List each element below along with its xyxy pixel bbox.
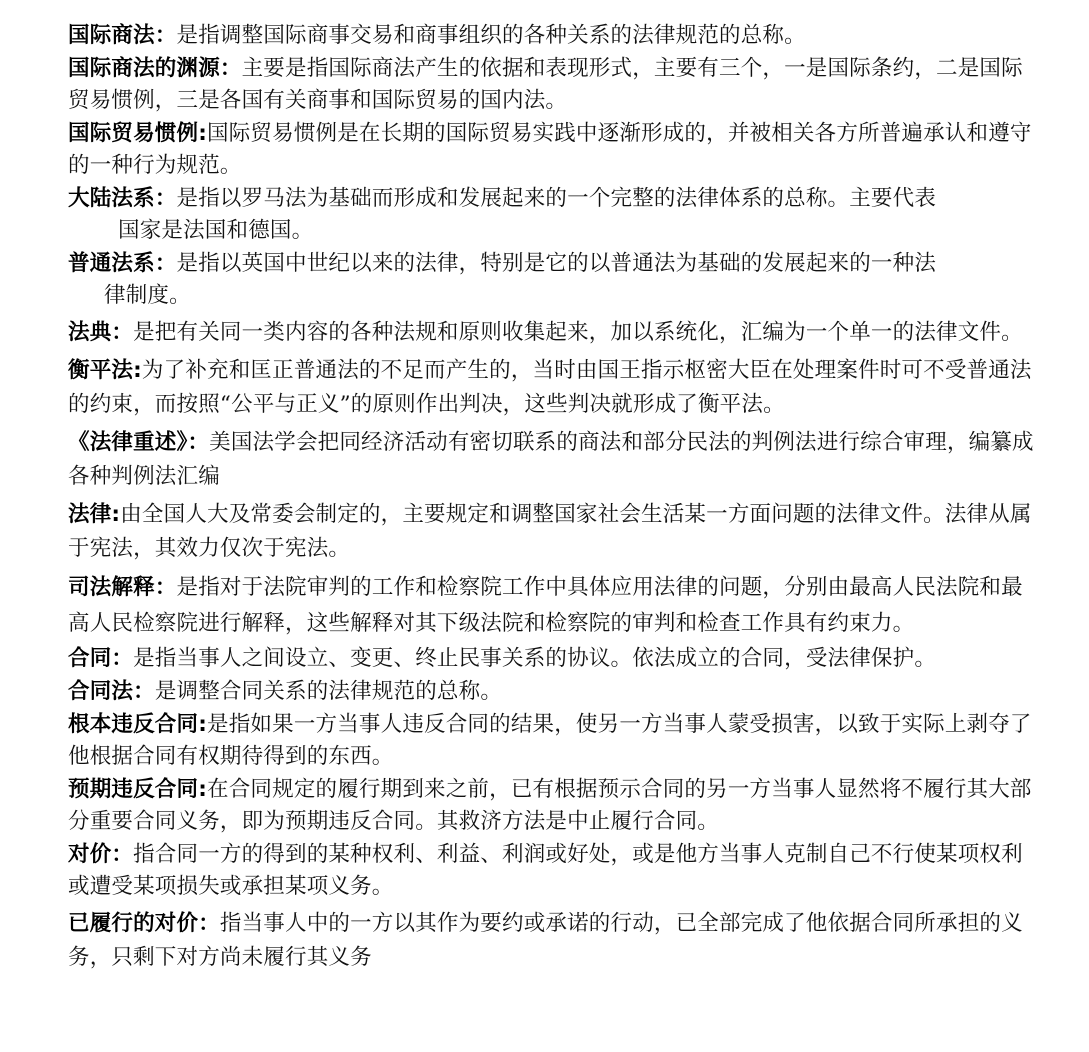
definition-entry [68, 20, 1043, 52]
definition-text: 在合同规定的履行期到来之前，已有根据预示合同的另一方当事人显然将不履行其大部分重要合同义务，即为预期违反合同。其救济方法是中止履行合同。 [68, 777, 1032, 834]
definition-text: 是把有关同一类内容的各种法规和原则收集起来，加以系统化，汇编为一个单一的法律文件。 [133, 320, 1023, 345]
definition-term: 普通法系 [68, 251, 155, 276]
definition-term: 对价 [68, 842, 112, 867]
definition-entry [68, 839, 1043, 903]
definition-entry [68, 118, 1043, 182]
definition-term: 已履行的对价 [68, 911, 199, 936]
definition-term: 国际商法 [68, 23, 155, 48]
term-separator: ： [154, 575, 177, 600]
definition-text: 是调整合同关系的法律规范的总称。 [154, 679, 503, 704]
definition-text: 是指当事人之间设立、变更、终止民事关系的协议。依法成立的合同，受法律保护。 [133, 646, 937, 671]
term-separator: : [198, 121, 208, 146]
definition-text: 是指如果一方当事人违反合同的结果，使另一方当事人蒙受损害，以致于实际上剥夺了他根据合同有权期待得到的东西。 [68, 712, 1032, 769]
term-separator: : [111, 502, 121, 527]
definition-entry [68, 354, 1043, 422]
definition-term: 预期违反合同 [68, 777, 199, 802]
definition-entry [68, 676, 1043, 708]
definition-term: 法典 [68, 320, 112, 345]
definition-entry [68, 316, 1043, 350]
term-separator: : [133, 358, 142, 383]
term-separator: ： [187, 430, 210, 455]
definition-entry [68, 426, 1043, 494]
term-separator: : [198, 777, 208, 802]
definition-term: 法律 [68, 502, 112, 527]
definition-term: 合同 [68, 646, 112, 671]
term-separator: ： [111, 320, 134, 345]
definition-entry [68, 907, 1043, 975]
definition-entry [68, 498, 1043, 566]
term-separator: : [198, 712, 208, 737]
definition-term: 国际贸易惯例 [68, 121, 199, 146]
definition-text: 指当事人中的一方以其作为要约或承诺的行动，已全部完成了他依据合同所承担的义务，只剩下对方尚未履行其义务 [68, 911, 1023, 970]
definition-entry [68, 643, 1043, 675]
term-separator: ： [111, 842, 134, 867]
definition-entry [68, 53, 1043, 117]
definition-text: 由全国人大及常委会制定的，主要规定和调整国家社会生活某一方面问题的法律文件。法律从属于宪法，其效力仅次于宪法。 [68, 502, 1032, 561]
definition-entry [68, 248, 1043, 312]
definition-text: 是指对于法院审判的工作和检察院工作中具体应用法律的问题，分别由最高人民法院和最高人民检察院进行解释，这些解释对其下级法院和检察院的审判和检查工作具有约束力。 [68, 575, 1023, 636]
definition-entry [68, 774, 1043, 838]
definition-term: 司法解释 [68, 575, 155, 600]
document-page [68, 20, 1043, 976]
term-separator: ： [154, 186, 177, 211]
term-separator: ： [154, 23, 177, 48]
term-separator: ： [154, 251, 177, 276]
definition-term: 大陆法系 [68, 186, 155, 211]
definition-entry [68, 183, 1043, 247]
definition-text: 是指调整国际商事交易和商事组织的各种关系的法律规范的总称。 [176, 23, 806, 48]
term-separator: ： [133, 679, 155, 704]
term-separator: ： [111, 646, 134, 671]
definition-text: 美国法学会把同经济活动有密切联系的商法和部分民法的判例法进行综合审理，编纂成各种判例法汇编 [68, 430, 1034, 489]
definition-term: 根本违反合同 [68, 712, 199, 737]
definition-entry [68, 570, 1043, 642]
term-separator: ： [219, 56, 242, 81]
definition-text: 指合同一方的得到的某种权利、利益、利润或好处，或是他方当事人克制自己不行使某项权利或遭受某项损失或承担某项义务。 [68, 842, 1023, 899]
definition-term: 合同法 [68, 679, 134, 704]
definition-text: 国际贸易惯例是在长期的国际贸易实践中逐渐形成的，并被相关各方所普遍承认和遵守的一种行为规范。 [68, 121, 1032, 178]
definition-text: 主要是指国际商法产生的依据和表现形式，主要有三个，一是国际条约，二是国际贸易惯例，三是各国有关商事和国际贸易的国内法。 [68, 56, 1023, 113]
definition-text-continued: 律制度。 [104, 283, 191, 308]
definition-entry [68, 709, 1043, 773]
definition-term: 《法律重述》 [68, 430, 188, 455]
term-separator: ： [198, 911, 220, 936]
definition-text-continued: 国家是法国和德国。 [118, 218, 314, 243]
definition-text: 是指以罗马法为基础而形成和发展起来的一个完整的法律体系的总称。主要代表 [176, 186, 937, 211]
definition-text: 是指以英国中世纪以来的法律，特别是它的以普通法为基础的发展起来的一种法 [176, 251, 937, 276]
definition-text: 为了补充和匡正普通法的不足而产生的，当时由国王指示枢密大臣在处理案件时可不受普通法的约束，而按照“公平与正义”的原则作出判决，这些判决就形成了衡平法。 [68, 358, 1032, 417]
definition-term: 国际商法的渊源 [68, 56, 220, 81]
definition-term: 衡平法 [68, 358, 134, 383]
